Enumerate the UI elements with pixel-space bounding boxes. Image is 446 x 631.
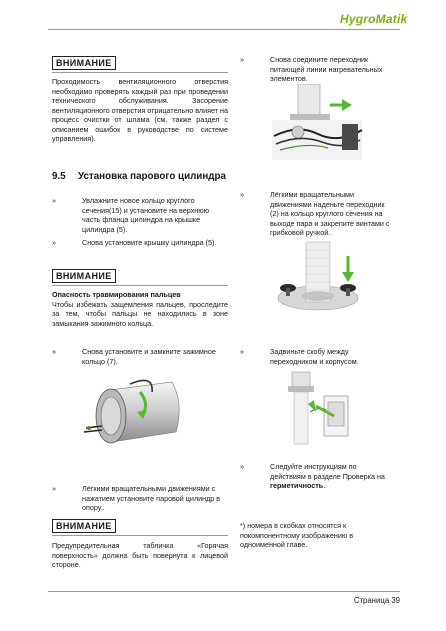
warning-heading: Опасность травмирования пальцев [52, 290, 181, 299]
photo-clamping-ring [80, 370, 190, 452]
step-text [270, 462, 394, 491]
bullet-marker: » [240, 190, 244, 199]
bullet-marker: » [52, 347, 56, 356]
step-text: Снова установите и замкните зажимное кольцо (7). [82, 347, 216, 366]
warning-text: Предупредительная табличка «Горячая поверхность» должна быть повернута к лицевой стороне. [52, 541, 228, 569]
step-text: Задвиньте скобу между переходником и корпусом. [270, 347, 359, 366]
warning-box-1 [52, 56, 228, 144]
warning-rule [52, 72, 228, 73]
step-text-part: . [323, 481, 326, 490]
page-number: Страница 39 [353, 596, 400, 605]
step-right-4 [240, 462, 394, 491]
step-text-bold: герметичность [270, 481, 324, 490]
bullet-marker: » [52, 196, 56, 205]
step-right-1 [240, 55, 394, 84]
step-text: Увлажните новое кольцо круглого сечения(15) и установите на верхнюю часть фланца цилиндра на крышке цилиндра (5). [82, 196, 210, 234]
warning-text: Проходимость вентиляционного отверстия необходимо проверять каждый раз при проведении технического обслуживания. Засорение вентиляционного отверстия отрицательно влияет на процесс очистки от шлама (см. также раздел с описанием ошибок в руководстве по системе управления). [52, 77, 229, 143]
bullet-marker: » [240, 462, 244, 471]
warning-label: ВНИМАНИЕ [52, 519, 116, 533]
brand-part2: Matik [375, 12, 408, 26]
warning-label: ВНИМАНИЕ [52, 269, 116, 283]
bullet-marker: » [52, 238, 56, 247]
photo-clip [280, 370, 360, 446]
step-text: Лёгкими вращательными движениями наденьте переходник (2) на кольцо круглого сечения на выходе пара и закрепите винтами с грибковой ручкой. [270, 190, 390, 237]
step-right-3 [240, 347, 394, 366]
step-text: Снова соедините переходник питающей линии нагревательных элементов. [270, 55, 383, 83]
warning-label: ВНИМАНИЕ [52, 56, 116, 70]
footer-rule [48, 591, 400, 592]
steps-list-a [52, 196, 228, 248]
section-title: Установка парового цилиндра [78, 171, 226, 182]
warning-box-3 [52, 519, 228, 570]
section-heading [52, 171, 232, 184]
step-b [52, 347, 228, 366]
step-c [52, 484, 228, 513]
warning-rule [52, 285, 228, 286]
photo-adapter [272, 238, 368, 316]
section-number: 9.5 [52, 171, 66, 182]
warning-text: Чтобы избежать защемления пальцев, проследите за тем, чтобы пальцы не находились в зоне замыкания зажимного кольца. [52, 299, 228, 328]
list-item [52, 196, 228, 234]
bullet-marker: » [240, 55, 244, 64]
clip-illustration [280, 370, 360, 446]
adapter-illustration [272, 238, 368, 316]
list-item [52, 238, 228, 248]
step-text: Снова установите крышку цилиндра (5). [82, 238, 217, 247]
photo-connector [268, 84, 366, 162]
step-right-2 [240, 190, 394, 238]
warning-box-2 [52, 269, 228, 328]
step-text-part: Следуйте инструкциям по действиям в разделе Проверка на [270, 462, 385, 481]
bullet-marker: » [240, 347, 244, 356]
footnote: *) номера в скобках относятся к покомпонентному изображению в одноименной главе. [240, 521, 354, 549]
header-rule [48, 29, 400, 30]
step-text: Лёгкими вращательными движениями с нажатием установите паровой цилиндр в опору.. [82, 484, 221, 512]
bullet-marker: » [52, 484, 56, 493]
warning-rule [52, 535, 228, 536]
brand-logo [340, 12, 407, 28]
connector-illustration [268, 84, 366, 162]
brand-part1: Hygro [340, 12, 376, 26]
cylinder-illustration [80, 370, 190, 452]
